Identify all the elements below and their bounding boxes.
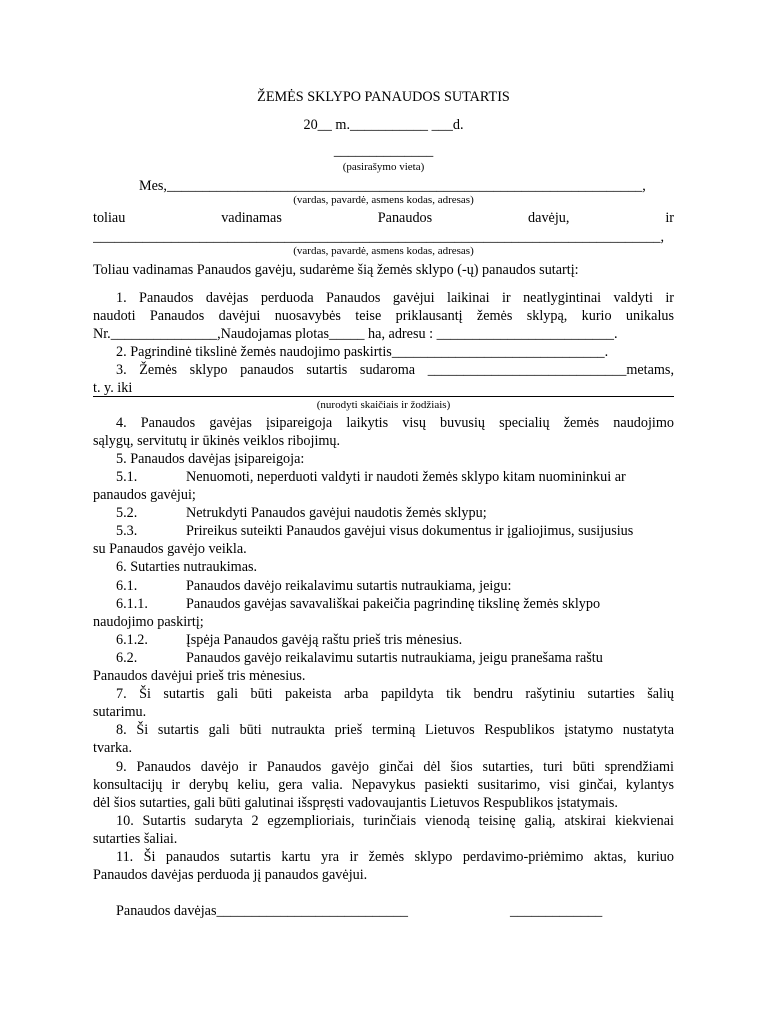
toliau-word: ir bbox=[665, 210, 674, 226]
first-party-caption: (vardas, pavardė, asmens kodas, adresas) bbox=[293, 194, 474, 206]
clause-number: 6.2. bbox=[116, 650, 138, 666]
clause-3-line-2: t. y. iki bbox=[93, 380, 133, 396]
clause-1-line-3: Nr._______________,Naudojamas plotas_____ ha, adresu : _________________________. bbox=[93, 326, 618, 342]
toliau-word: davėju, bbox=[528, 210, 570, 226]
intro-paragraph: Toliau vadinamas Panaudos gavėju, sudarėme šią žemės sklypo (-ų) panaudos sutartį: bbox=[93, 262, 579, 278]
clause-9-line-2: konsultacijų ir derybų keliu, gera valia. Nepavykus pasiekti susitarimo, visi ginčai, kylantys bbox=[93, 777, 674, 793]
clause-9-line-3: dėl šios sutarties, gali būti galutinai išspręsti vadovaujantis Lietuvos Respublikos įstatymais. bbox=[93, 795, 618, 811]
signature-blank: _____________ bbox=[510, 903, 603, 919]
clause-10-line-1: 10. Sutartis sudaryta 2 egzemplioriais, turinčiais vienodą teisinę galią, atskirai kiekvienai bbox=[116, 813, 674, 829]
clause-5-1-cont: panaudos gavėjui; bbox=[93, 487, 196, 503]
toliau-word: vadinamas bbox=[221, 210, 282, 226]
clause-1-line-1: 1. Panaudos davėjas perduoda Panaudos gavėjui laikinai ir neatlygintinai valdyti ir bbox=[116, 290, 674, 306]
clause-number: 6.1.1. bbox=[116, 596, 148, 612]
clause-text: Netrukdyti Panaudos gavėjui naudotis žemės sklypu; bbox=[186, 505, 487, 521]
second-party-line: ________________________________________________________________________________, bbox=[93, 229, 665, 245]
clause-4-line-2: sąlygų, servitutų ir ūkinės veiklos ribojimų. bbox=[93, 433, 341, 449]
clause-5-1 bbox=[116, 468, 674, 486]
clause-11-line-2: Panaudos davėjas perduoda jį panaudos gavėjui. bbox=[93, 867, 368, 883]
document-title: ŽEMĖS SKLYPO PANAUDOS SUTARTIS bbox=[257, 89, 510, 105]
term-rule bbox=[93, 396, 674, 397]
clause-9-line-1: 9. Panaudos davėjo ir Panaudos gavėjo ginčai dėl šios sutarties, turi būti sprendžiami bbox=[116, 759, 674, 775]
clause-5-3-cont: su Panaudos gavėjo veikla. bbox=[93, 541, 247, 557]
clause-6-2-cont: Panaudos davėjui prieš tris mėnesius. bbox=[93, 668, 306, 684]
clause-text: Panaudos davėjo reikalavimu sutartis nutraukiama, jeigu: bbox=[186, 578, 512, 594]
clause-6-1 bbox=[116, 577, 674, 595]
signing-place-blank: ______________ bbox=[333, 143, 434, 159]
clause-number: 5.3. bbox=[116, 523, 138, 539]
clause-text: Įspėja Panaudos gavėją raštu prieš tris mėnesius. bbox=[186, 632, 463, 648]
clause-5-3 bbox=[116, 522, 674, 540]
clause-number: 5.2. bbox=[116, 505, 138, 521]
clause-text: Panaudos gavėjas savavališkai pakeičia pagrindinę tikslinę žemės sklypo bbox=[186, 596, 601, 612]
toliau-word: toliau bbox=[93, 210, 126, 226]
clause-7-line-1: 7. Ši sutartis gali būti pakeista arba papildyta tik bendru rašytiniu sutarties šalių bbox=[116, 686, 674, 702]
clause-8-line-1: 8. Ši sutartis gali būti nutraukta prieš terminą Lietuvos Respublikos įstatymo nustatyta bbox=[116, 722, 674, 738]
clause-4-line-1: 4. Panaudos gavėjas įsipareigoja laikytis visų buvusių specialių žemės naudojimo bbox=[116, 415, 674, 431]
toliau-line bbox=[93, 209, 674, 227]
clause-7-line-2: sutarimu. bbox=[93, 704, 147, 720]
clause-1-line-2: naudoti Panaudos davėjui nuosavybės teise priklausantį žemės sklypą, kurio unikalus bbox=[93, 308, 674, 324]
second-party-caption: (vardas, pavardė, asmens kodas, adresas) bbox=[293, 245, 474, 257]
clause-6-1-1-cont: naudojimo paskirtį; bbox=[93, 614, 204, 630]
clause-6: 6. Sutarties nutraukimas. bbox=[116, 559, 258, 575]
clause-11-line-1: 11. Ši panaudos sutartis kartu yra ir žemės sklypo perdavimo-priėmimo aktas, kuriuo bbox=[116, 849, 674, 865]
term-caption: (nurodyti skaičiais ir žodžiais) bbox=[316, 399, 451, 411]
signing-place-caption: (pasirašymo vieta) bbox=[342, 161, 425, 173]
clause-6-2 bbox=[116, 649, 674, 667]
clause-6-1-2 bbox=[116, 631, 674, 649]
clause-10-line-2: sutarties šaliai. bbox=[93, 831, 178, 847]
clause-number: 5.1. bbox=[116, 469, 138, 485]
clause-3-line-1: 3. Žemės sklypo panaudos sutartis sudaroma ____________________________metams, bbox=[116, 362, 674, 378]
date-line: 20__ m.___________ ___d. bbox=[303, 117, 464, 133]
clause-2: 2. Pagrindinė tikslinė žemės naudojimo paskirtis______________________________. bbox=[116, 344, 609, 360]
clause-text: Panaudos gavėjo reikalavimu sutartis nutraukiama, jeigu pranešama raštu bbox=[186, 650, 603, 666]
clause-6-1-1 bbox=[116, 595, 674, 613]
clause-number: 6.1.2. bbox=[116, 632, 148, 648]
clause-5: 5. Panaudos davėjas įsipareigoja: bbox=[116, 451, 305, 467]
clause-text: Nenuomoti, neperduoti valdyti ir naudoti žemės sklypo kitam nuomininkui ar bbox=[186, 469, 626, 485]
clause-8-line-2: tvarka. bbox=[93, 740, 132, 756]
clause-number: 6.1. bbox=[116, 578, 138, 594]
lender-signature-label: Panaudos davėjas___________________________ bbox=[116, 903, 409, 919]
clause-5-2 bbox=[116, 504, 674, 522]
toliau-word: Panaudos bbox=[377, 210, 433, 226]
first-party-line: Mes,___________________________________________________________________, bbox=[139, 178, 646, 194]
clause-text: Prireikus suteikti Panaudos gavėjui visus dokumentus ir įgaliojimus, susijusius bbox=[186, 523, 634, 539]
